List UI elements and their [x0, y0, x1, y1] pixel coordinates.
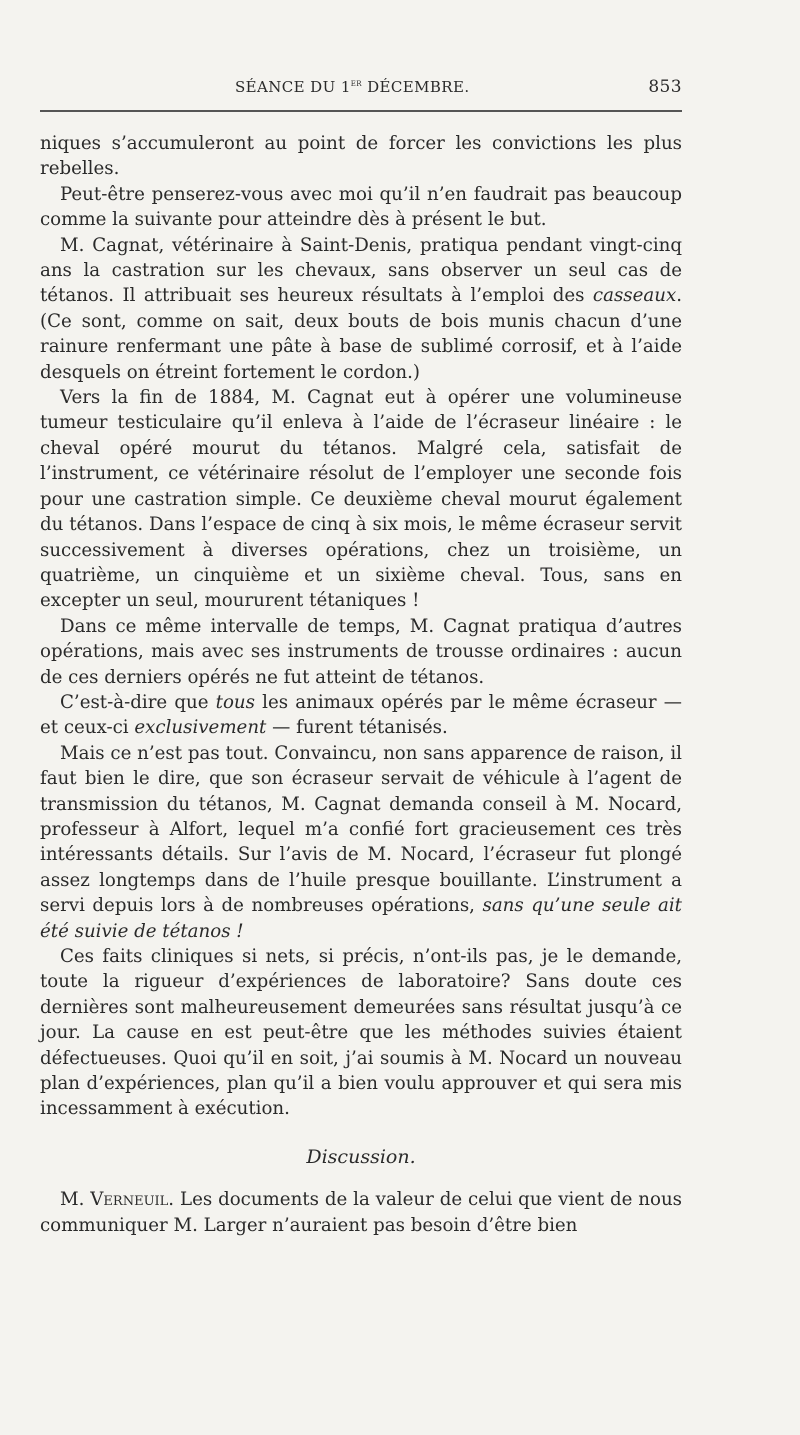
- paragraph: niques s’accumuleront au point de forcer les convictions les plus rebelles.: [40, 133, 682, 180]
- paragraph: Peut-être penserez-vous avec moi qu’il n’en faudrait pas beaucoup comme la suivante pour atteindre dès à présent le but.: [40, 183, 682, 231]
- body-text: [40, 131, 682, 1238]
- running-header: [40, 74, 682, 98]
- paragraph: M. Verneuil. Les documents de la valeur de celui que vient de nous communiquer M. Larger n’auraient pas besoin d’être bien: [40, 1189, 682, 1236]
- running-title: SÉANCE DU 1er DÉCEMBRE.: [235, 78, 470, 96]
- paragraph: Ces faits cliniques si nets, si précis, n’ont-ils pas, je le demande, toute la rigueur d’expériences de laboratoire? Sans doute ces dernières sont malheureusement demeurées sans résultat jusqu’à ce jour. La cause en est peut-être que les méthodes suivies étaient défectueuses. Quoi qu’il en soit, j’ai soumis à M. Nocard un nouveau plan d’expériences, plan qu’il a bien voulu approuver et qui sera mis incessamment à exécution.: [40, 946, 682, 1120]
- page-number: 853: [648, 77, 682, 97]
- paragraph: Mais ce n’est pas tout. Convaincu, non sans apparence de raison, il faut bien le dire, que son écraseur servait de véhicule à l’agent de transmission du tétanos, M. Cagnat demanda conseil à M. Nocard, professeur à Alfort, lequel m’a confié fort gracieusement ces très intéressants détails. Sur l’avis de M. Nocard, l’écraseur fut plongé assez longtemps dans de l’huile presque bouillante. L’instrument a servi depuis lors à de nombreuses opérations, sans qu’une seule ait été suivie de tétanos !: [40, 742, 682, 942]
- speaker-name: M. Verneuil.: [60, 1189, 175, 1211]
- paragraph: Vers la fin de 1884, M. Cagnat eut à opérer une volumineuse tumeur testiculaire qu’il enleva à l’aide de l’écraseur linéaire : le cheval opéré mourut du tétanos. Malgré cela, satisfait de l’instrument, ce vétérinaire résolut de l’employer une seconde fois pour une castration simple. Ce deuxième cheval mourut également du tétanos. Dans l’espace de cinq à six mois, le même écraseur servit successivement à diverses opérations, chez un troisième, un quatrième, un cinquième et un sixième cheval. Tous, sans en excepter un seul, moururent tétaniques !: [40, 387, 682, 612]
- paragraph: M. Cagnat, vétérinaire à Saint-Denis, pratiqua pendant vingt-cinq ans la castration sur les chevaux, sans observer un seul cas de tétanos. Il attribuait ses heureux résultats à l’emploi des casseaux. (Ce sont, comme on sait, deux bouts de bois munis chacun d’une rainure renfermant une pâte à base de sublimé corrosif, et à l’aide desquels on étreint fortement le cordon.): [40, 234, 682, 383]
- paragraph: Dans ce même intervalle de temps, M. Cagnat pratiqua d’autres opérations, mais avec ses instruments de trousse ordinaires : aucun de ces derniers opérés ne fut atteint de tétanos.: [40, 615, 682, 688]
- header-rule: [40, 110, 682, 112]
- paragraph: C’est-à-dire que tous les animaux opérés par le même écraseur — et ceux-ci exclusivement — furent tétanisés.: [40, 691, 682, 739]
- section-heading: Discussion.: [306, 1145, 416, 1168]
